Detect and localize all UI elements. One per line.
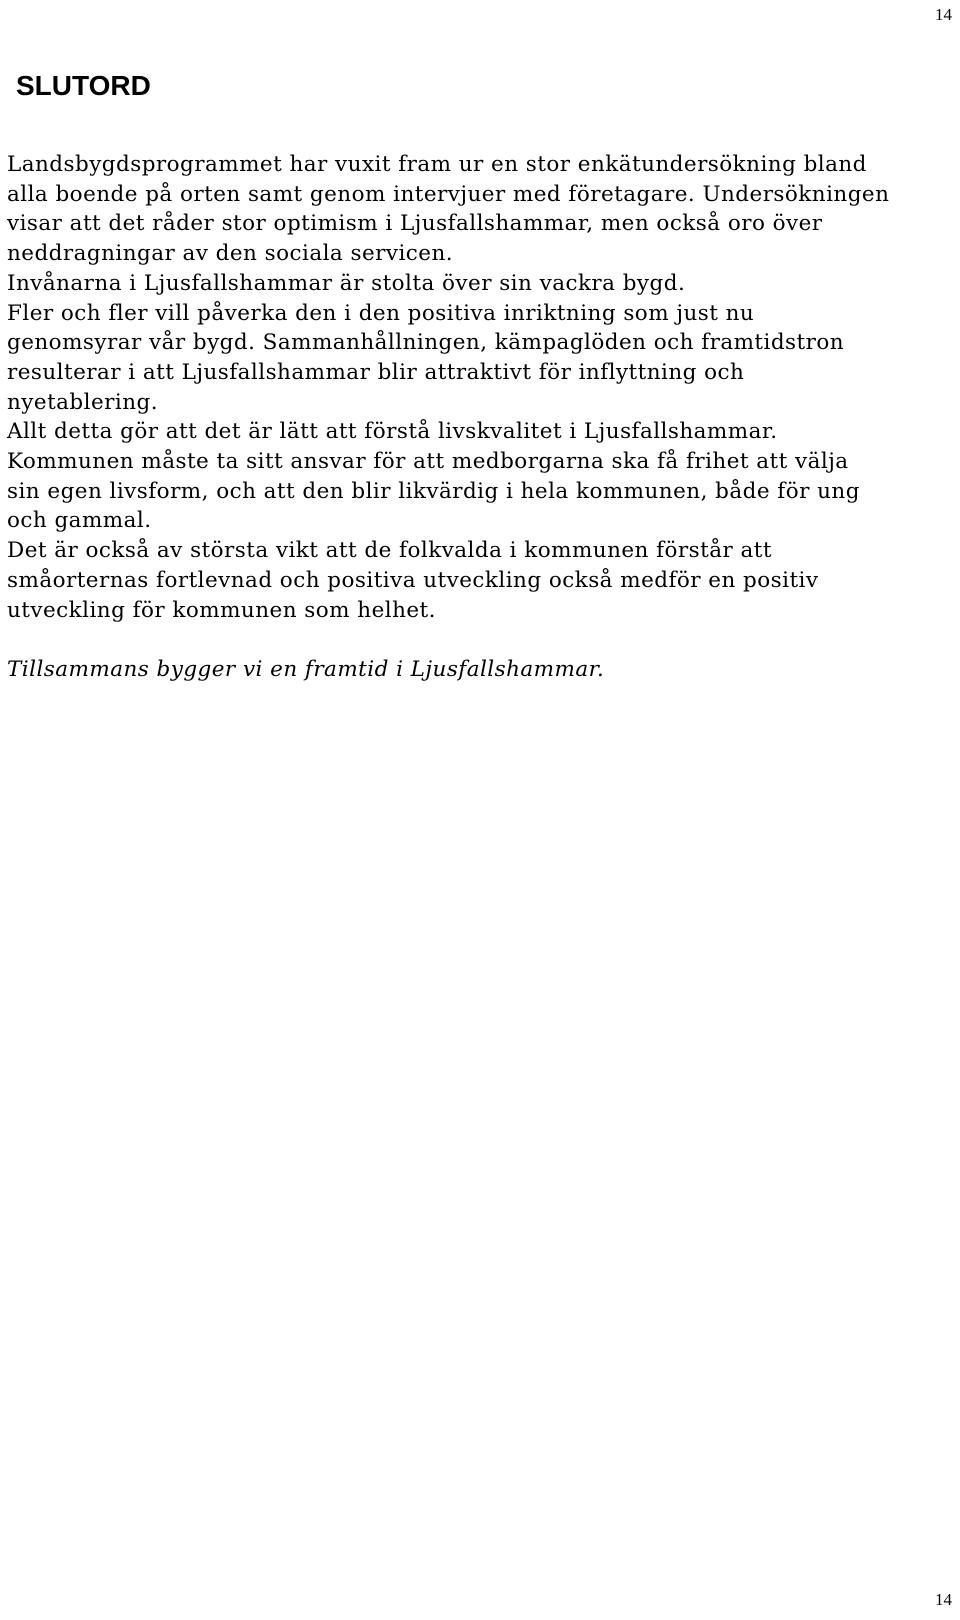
- text-line: resulterar i att Ljusfallshammar blir attraktivt för inflyttning och: [7, 359, 745, 385]
- closing-line: Tillsammans bygger vi en framtid i Ljusfallshammar.: [7, 656, 605, 682]
- text-line: Kommunen måste ta sitt ansvar för att medborgarna ska få frihet att välja: [7, 449, 849, 475]
- text-line: nyetablering.: [7, 389, 158, 415]
- text-line: Det är också av största vikt att de folkvalda i kommunen förstår att: [7, 538, 772, 564]
- section-heading: SLUTORD: [16, 70, 151, 101]
- page-number-bottom: 14: [935, 1590, 952, 1609]
- text-line: alla boende på orten samt genom intervjuer med företagare. Undersökningen: [7, 181, 890, 207]
- text-line: Fler och fler vill påverka den i den positiva inriktning som just nu: [7, 300, 755, 326]
- text-line: visar att det råder stor optimism i Ljusfallshammar, men också oro över: [7, 211, 823, 237]
- text-line: neddragningar av den sociala servicen.: [7, 241, 454, 267]
- text-line: Allt detta gör att det är lätt att förstå livskvalitet i Ljusfallshammar.: [7, 419, 778, 445]
- text-line: utveckling för kommunen som helhet.: [7, 597, 436, 623]
- text-line: sin egen livsform, och att den blir likvärdig i hela kommunen, både för ung: [7, 478, 860, 504]
- page-number-top: 14: [935, 5, 952, 24]
- text-line: genomsyrar vår bygd. Sammanhållningen, kämpaglöden och framtidstron: [7, 330, 845, 356]
- text-line: Landsbygdsprogrammet har vuxit fram ur en stor enkätundersökning bland: [7, 152, 867, 177]
- text-line: Invånarna i Ljusfallshammar är stolta över sin vackra bygd.: [7, 270, 686, 296]
- body-text: [7, 150, 952, 685]
- text-line: och gammal.: [7, 508, 152, 534]
- text-line: småorternas fortlevnad och positiva utveckling också medför en positiv: [7, 567, 819, 593]
